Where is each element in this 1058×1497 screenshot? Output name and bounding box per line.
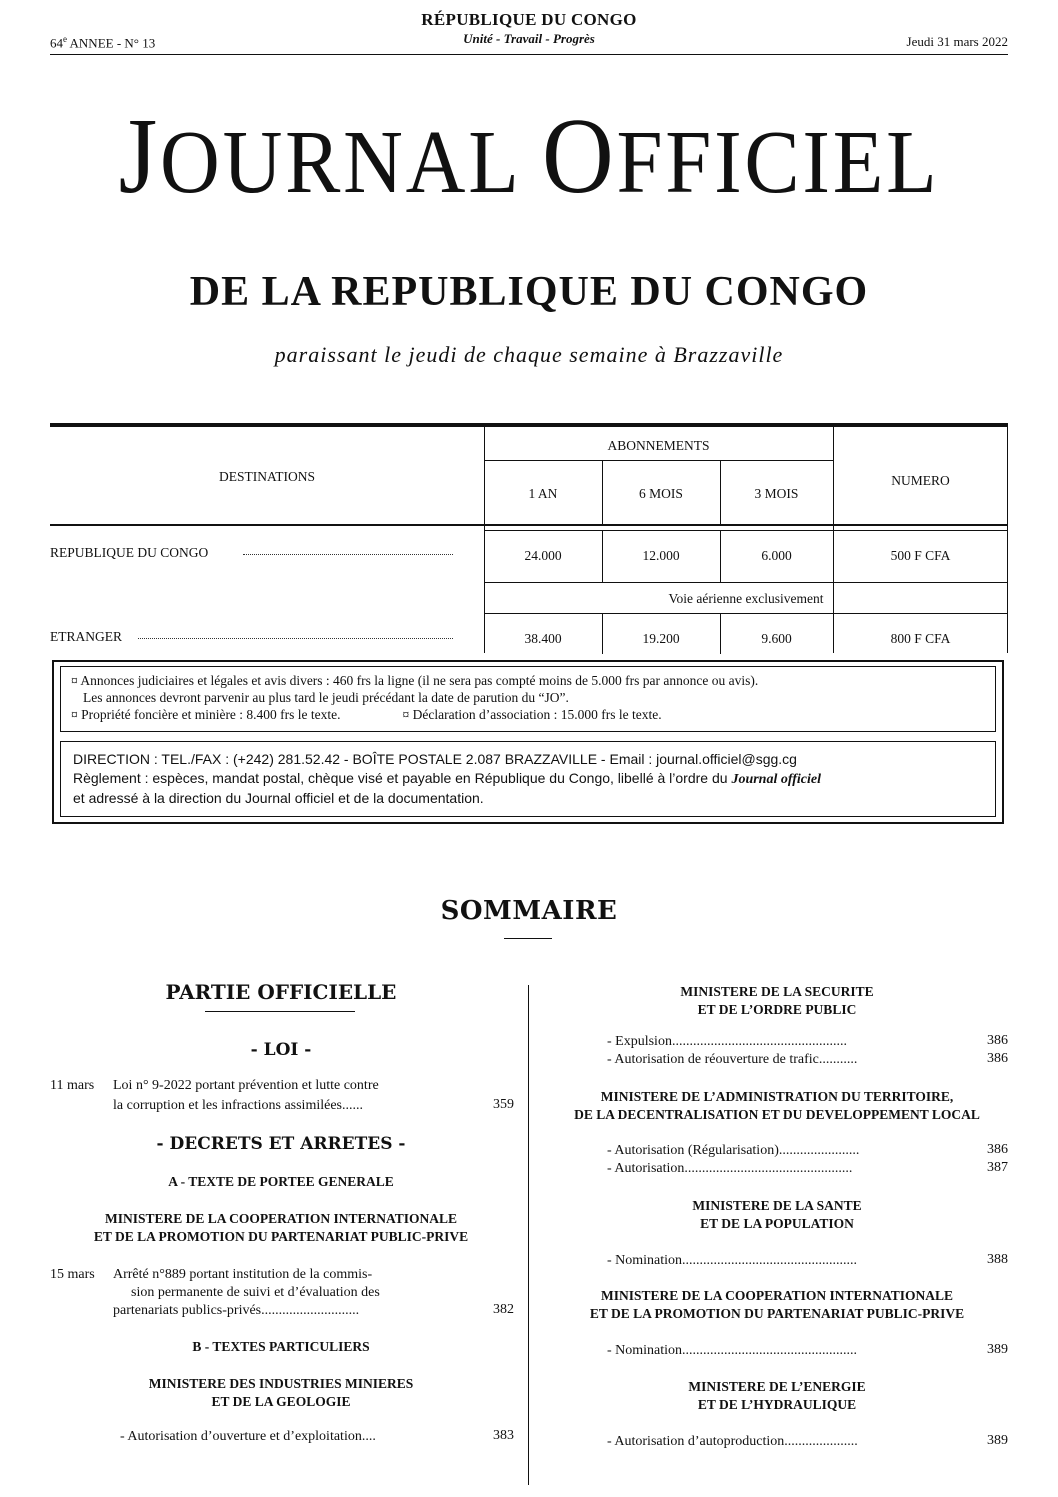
journal-tagline: paraissant le jeudi de chaque semaine à Brazzaville bbox=[274, 342, 784, 367]
administration-page-2: 387 bbox=[987, 1160, 1008, 1175]
journal-title bbox=[42, 97, 1015, 218]
loi-title-line2[interactable]: la corruption et les infractions assimilées...... bbox=[113, 1098, 363, 1113]
ministry-coop-b-line2: ET DE LA PROMOTION DU PARTENARIAT PUBLIC-PRIVE bbox=[589, 1306, 965, 1321]
col-destinations: DESTINATIONS bbox=[219, 469, 315, 484]
sante-item[interactable]: - Nomination.................................................. bbox=[607, 1253, 858, 1268]
securite-item-1[interactable]: - Expulsion.................................................. bbox=[607, 1034, 847, 1049]
administration-item-1[interactable]: - Autorisation (Régularisation)....................... bbox=[607, 1143, 860, 1158]
industries-page: 383 bbox=[493, 1428, 514, 1443]
contact-line-3: et adressé à la direction du Journal officiel et de la documentation. bbox=[73, 790, 484, 806]
sommaire-rule bbox=[504, 938, 552, 939]
title-initial-j: J bbox=[118, 97, 161, 216]
table-vline-right bbox=[1007, 425, 1008, 653]
loi-title-line1: Loi n° 9-2022 portant prévention et lutte contre bbox=[113, 1078, 379, 1093]
announcement-rates-box bbox=[60, 666, 996, 732]
announcement-text-3b: Déclaration d’association : 15.000 frs le texte. bbox=[412, 707, 662, 722]
arrete-line2: sion permanente de suivi et d’évaluation des bbox=[131, 1285, 380, 1300]
table-hline-air-top bbox=[484, 582, 1008, 583]
announcement-line-2: Les annonces devront parvenir au plus tard le jeudi précédant la date de parution du “JO”. bbox=[83, 690, 569, 705]
table-vline-4 bbox=[833, 425, 834, 653]
national-motto: Unité - Travail - Progrès bbox=[463, 31, 595, 46]
partie-rule bbox=[205, 1011, 355, 1012]
table-header-rule bbox=[50, 524, 1008, 526]
contact-line-2 bbox=[73, 769, 983, 789]
industries-item[interactable]: - Autorisation d’ouverture et d’exploitation.... bbox=[120, 1429, 376, 1444]
contact-line-1: DIRECTION : TEL./FAX : (+242) 281.52.42 - BOÎTE POSTALE 2.087 BRAZZAVILLE - Email : journal.officiel@sgg.cg bbox=[73, 751, 797, 767]
bullet-icon: ¤ bbox=[402, 707, 410, 722]
table-hline-air-bottom bbox=[484, 613, 1008, 614]
ministry-sante-line1: MINISTERE DE LA SANTE bbox=[692, 1198, 862, 1213]
ministry-industries-line2: ET DE LA GEOLOGIE bbox=[211, 1394, 351, 1409]
securite-page-2: 386 bbox=[987, 1051, 1008, 1066]
sante-page: 388 bbox=[987, 1252, 1008, 1267]
loi-page: 359 bbox=[493, 1097, 514, 1112]
row-etranger-numero: 800 F CFA bbox=[890, 631, 951, 646]
ministry-coop-b-line1: MINISTERE DE LA COOPERATION INTERNATIONALE bbox=[600, 1288, 954, 1303]
decrets-heading: - DECRETS ET ARRETES - bbox=[156, 1134, 406, 1154]
col-1an: 1 AN bbox=[528, 486, 558, 501]
administration-page-1: 386 bbox=[987, 1142, 1008, 1157]
announcement-text-1: Annonces judiciaires et légales et avis divers : 460 frs la ligne (il ne sera pas compté moins de 5.000 frs par annonce ou avis). bbox=[80, 673, 759, 688]
issue-sup: e bbox=[63, 34, 67, 44]
issue-date: Jeudi 31 mars 2022 bbox=[906, 34, 1008, 49]
header-rule bbox=[50, 54, 1008, 55]
title-initial-o: O bbox=[541, 97, 617, 216]
ministry-securite-line1: MINISTERE DE LA SECURITE bbox=[680, 984, 874, 999]
ministry-coop-line1: MINISTERE DE LA COOPERATION INTERNATIONALE bbox=[104, 1211, 458, 1226]
bullet-icon: ¤ bbox=[71, 707, 78, 722]
row-congo-1an: 24.000 bbox=[524, 548, 562, 563]
ministry-energie-line1: MINISTERE DE L’ENERGIE bbox=[688, 1379, 866, 1394]
row-etranger-1an: 38.400 bbox=[524, 631, 562, 646]
ministry-securite-line2: ET DE L’ORDRE PUBLIC bbox=[697, 1002, 857, 1017]
arrete-page: 382 bbox=[493, 1302, 514, 1317]
col-3mois: 3 MOIS bbox=[754, 486, 799, 501]
energie-item[interactable]: - Autorisation d’autoproduction..................... bbox=[607, 1434, 858, 1449]
issue-rest: ANNEE - N° 13 bbox=[67, 35, 156, 51]
row-congo-6mois: 12.000 bbox=[642, 548, 680, 563]
issue-year: 64 bbox=[50, 35, 63, 51]
ministry-industries-line1: MINISTERE DES INDUSTRIES MINIERES bbox=[148, 1376, 414, 1391]
table-top-rule bbox=[50, 423, 1008, 427]
announcement-text-3a: Propriété foncière et minière : 8.400 frs le texte. bbox=[81, 707, 341, 722]
loi-heading: - LOI - bbox=[250, 1040, 312, 1060]
air-mail-note: Voie aérienne exclusivement bbox=[668, 591, 824, 606]
announcement-line-3 bbox=[71, 706, 985, 723]
ministry-sante-line2: ET DE LA POPULATION bbox=[700, 1216, 854, 1231]
row-congo-3mois: 6.000 bbox=[761, 548, 792, 563]
column-divider bbox=[528, 985, 529, 1485]
arrete-date: 15 mars bbox=[50, 1267, 95, 1282]
securite-page-1: 386 bbox=[987, 1033, 1008, 1048]
row-etranger-label: ETRANGER bbox=[50, 629, 122, 644]
republic-name: RÉPUBLIQUE DU CONGO bbox=[421, 10, 637, 29]
partie-officielle-heading: PARTIE OFFICIELLE bbox=[165, 980, 397, 1004]
row-congo-numero: 500 F CFA bbox=[890, 548, 951, 563]
securite-item-2[interactable]: - Autorisation de réouverture de trafic........... bbox=[607, 1052, 858, 1067]
issue-number bbox=[50, 34, 155, 51]
sommaire-title: SOMMAIRE bbox=[440, 896, 618, 926]
col-6mois: 6 MOIS bbox=[639, 486, 683, 501]
energie-page: 389 bbox=[987, 1433, 1008, 1448]
col-numero: NUMERO bbox=[891, 473, 950, 488]
table-hline-abon bbox=[484, 460, 833, 461]
journal-subtitle: DE LA REPUBLIQUE DU CONGO bbox=[189, 269, 869, 315]
col-abonnements: ABONNEMENTS bbox=[607, 438, 710, 453]
arrete-line3[interactable]: partenariats publics-privés............................ bbox=[113, 1303, 360, 1318]
announcement-line-1 bbox=[71, 672, 985, 689]
journal-name-italic: Journal officiel bbox=[731, 772, 822, 787]
loi-date: 11 mars bbox=[50, 1078, 95, 1093]
ministry-administration-line2: DE LA DECENTRALISATION ET DU DEVELOPPEMENT LOCAL bbox=[574, 1107, 980, 1122]
title-ournal: OURNAL bbox=[160, 113, 542, 212]
ministry-energie-line2: ET DE L’HYDRAULIQUE bbox=[697, 1397, 857, 1412]
textes-particuliers-heading: B - TEXTES PARTICULIERS bbox=[192, 1339, 370, 1354]
row-congo-dots bbox=[243, 554, 453, 555]
coop-b-page: 389 bbox=[987, 1342, 1008, 1357]
row-congo-label: REPUBLIQUE DU CONGO bbox=[50, 545, 209, 560]
row-etranger-dots bbox=[138, 638, 453, 639]
payment-text: Règlement : espèces, mandat postal, chèque visé et payable en République du Congo, libellé à l’ordre du bbox=[73, 770, 732, 786]
texte-portee-generale-heading: A - TEXTE DE PORTEE GENERALE bbox=[168, 1174, 394, 1189]
bullet-icon: ¤ bbox=[71, 673, 78, 688]
administration-item-2[interactable]: - Autorisation................................................ bbox=[607, 1161, 853, 1176]
table-hline-body bbox=[484, 530, 1008, 531]
arrete-line1: Arrêté n°889 portant institution de la commis- bbox=[113, 1267, 373, 1282]
contact-box bbox=[60, 741, 996, 817]
title-fficiel: FFICIEL bbox=[616, 113, 940, 212]
ministry-coop-line2: ET DE LA PROMOTION DU PARTENARIAT PUBLIC-PRIVE bbox=[93, 1229, 469, 1244]
row-etranger-6mois: 19.200 bbox=[642, 631, 680, 646]
ministry-administration-line1: MINISTERE DE L’ADMINISTRATION DU TERRITOIRE, bbox=[600, 1089, 954, 1104]
row-etranger-3mois: 9.600 bbox=[761, 631, 792, 646]
coop-b-item[interactable]: - Nomination.................................................. bbox=[607, 1343, 858, 1358]
